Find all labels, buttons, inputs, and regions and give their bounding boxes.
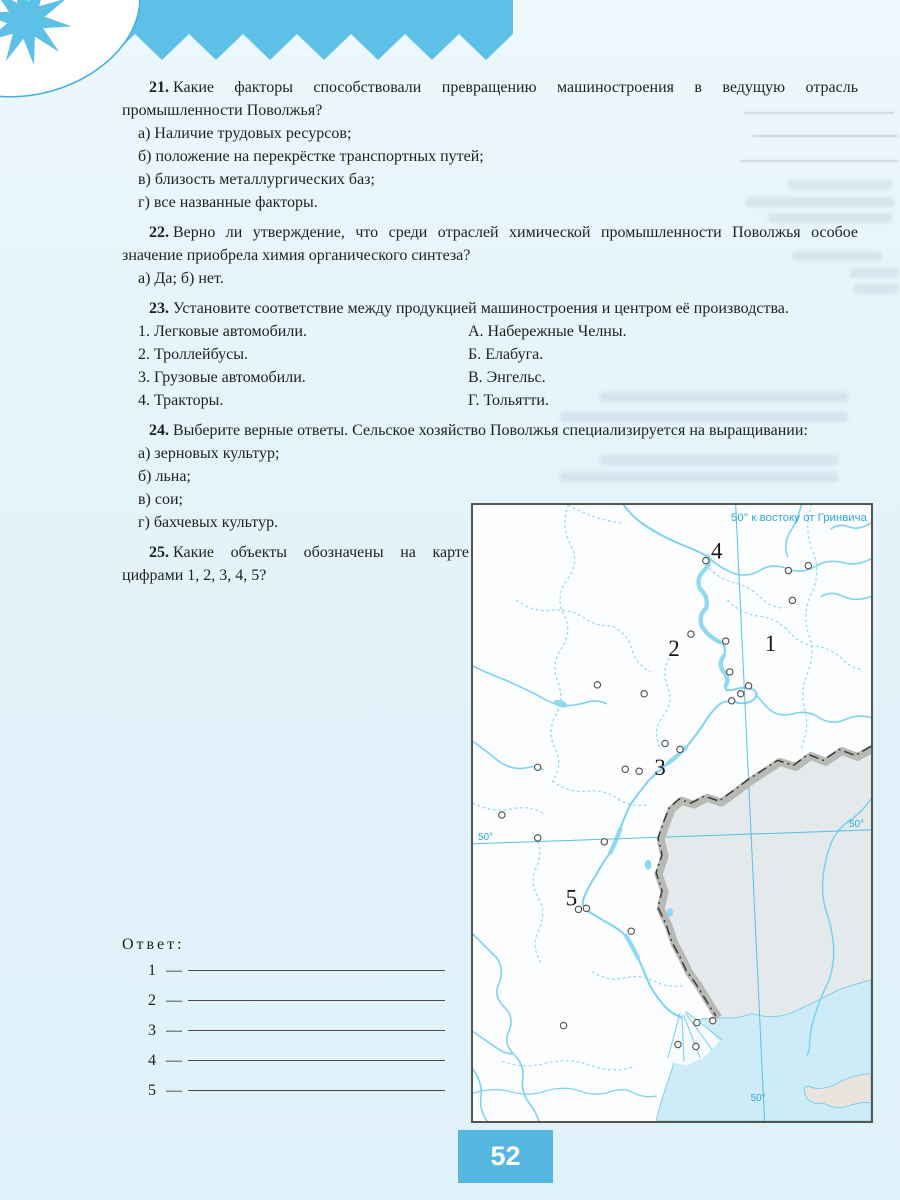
region-map (471, 503, 873, 1123)
map-marker-1: 1 (764, 631, 777, 657)
question-24-option-g: г) бахчевых культур. (138, 514, 279, 531)
question-24-number: 24. (149, 422, 169, 439)
question-23-number: 23. (149, 300, 169, 317)
map-marker-3: 3 (654, 755, 666, 781)
answer-row-number: 3 (148, 1022, 156, 1039)
answer-row-number: 5 (148, 1082, 156, 1099)
match-right-b: Б. Елабуга. (468, 346, 544, 363)
question-22-text: 22. Верно ли утверждение, что среди отраслей химической промышленности Поволжья особое значение приобрела химия органического синтеза? (122, 224, 858, 264)
answer-block (122, 936, 445, 1112)
map-marker-4: 4 (711, 538, 723, 564)
question-21-option-v: в) близость металлургических баз; (138, 171, 375, 188)
question-25-number: 25. (149, 544, 169, 561)
answer-row-3: 3 — (122, 1022, 445, 1052)
map-meridian-bottom-label: 50° (750, 1093, 766, 1105)
question-21-text: 21. Какие факторы способствовали превращению машиностроения в ведущую отрасль промышленности Поволжья? (122, 79, 858, 119)
answer-blank-line (188, 1060, 445, 1061)
answer-row-number: 1 (148, 962, 156, 979)
left-narrow-column (122, 442, 469, 587)
question-22-options: а) Да; б) нет. (138, 270, 224, 287)
answer-blank-line (188, 970, 445, 971)
match-right-g: Г. Тольятти. (468, 392, 549, 409)
match-left-4: 4. Тракторы. (138, 392, 224, 409)
answer-row-5: 5 — (122, 1082, 445, 1112)
answer-row-number: 2 (148, 992, 156, 1009)
question-24-text: 24. Выберите верные ответы. Сельское хозяйство Поволжья специализируется на выращивании: (149, 422, 808, 439)
map-parallel-left-label: 50° (477, 831, 494, 843)
question-21-number: 21. (149, 79, 169, 96)
match-left-2: 2. Троллейбусы. (138, 346, 248, 363)
question-23-text: 23. Установите соответствие между продукцией машиностроения и центром её производства. (149, 300, 789, 317)
map-marker-2: 2 (668, 636, 680, 662)
match-left-3: 3. Грузовые автомобили. (138, 369, 306, 386)
match-right-a: А. Набережные Челны. (468, 323, 627, 340)
map-marker-5: 5 (565, 885, 578, 911)
answer-row-4: 4 — (122, 1052, 445, 1082)
answer-blank-line (188, 1090, 445, 1091)
question-24-option-a: а) зерновых культур; (138, 445, 280, 462)
question-21-option-a: а) Наличие трудовых ресурсов; (138, 125, 352, 142)
page-number: 52 (458, 1130, 553, 1183)
question-21-option-b: б) положение на перекрёстке транспортных путей; (138, 148, 484, 165)
map-meridian-top-label: 50° к востоку от Гринвича (730, 511, 868, 524)
match-table (122, 320, 858, 412)
match-left-1: 1. Легковые автомобили. (138, 323, 307, 340)
question-21-option-g: г) все названные факторы. (138, 194, 318, 211)
question-25-text: 25. Какие объекты обозначены на карте цифрами 1, 2, 3, 4, 5? (122, 544, 469, 584)
answer-row-2: 2 — (122, 992, 445, 1022)
answer-blank-line (188, 1000, 445, 1001)
answer-blank-line (188, 1030, 445, 1031)
answer-row-number: 4 (148, 1052, 156, 1069)
question-22-number: 22. (149, 224, 169, 241)
map-parallel-right-label: 50° (848, 818, 865, 830)
match-right-v: В. Энгельс. (468, 369, 546, 386)
answer-row-1: 1 — (122, 962, 445, 992)
question-24-option-v: в) сои; (138, 491, 183, 508)
question-24-option-b: б) льна; (138, 468, 191, 485)
bleed-through-text (854, 284, 898, 294)
answer-label: Ответ: (122, 936, 185, 953)
